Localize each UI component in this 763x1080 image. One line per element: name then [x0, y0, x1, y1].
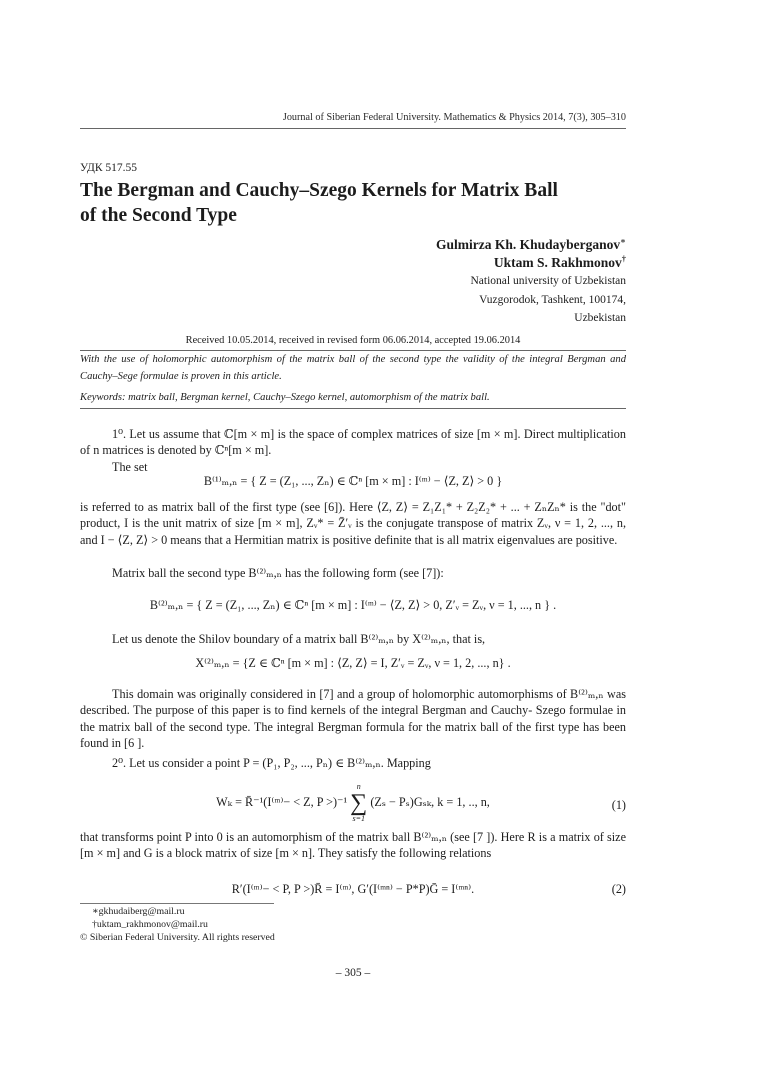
title-line-2: of the Second Type: [80, 205, 237, 226]
footnote-rule: [80, 903, 274, 904]
author-2: Uktam S. Rakhmonov†: [493, 253, 626, 270]
affiliation: National university of Uzbekistan Vuzgorodok, Tashkent, 100174, Uzbekistan: [470, 275, 626, 324]
equation-1-rhs: (Zₛ − Pₛ)Gₛₖ, k = 1, .., n,: [370, 794, 490, 809]
abstract-rule-bottom: [80, 408, 626, 409]
paragraph-2: is referred to as matrix ball of the first type (see [6]). Here ⟨Z, Z⟩ = Z₁Z₁* + Z₂Z₂* + ... + ZₙZₙ* is the "dot" product, I is the unit matrix of size [m × m], Zᵥ* = Z̄′ᵥ is the conjugate transpose of matrix Zᵥ, ν = 1, 2, ..., n, and I − ⟨Z, Z⟩ > 0 means that a Hermitian matrix is positive definite that is all matrix eigenvalues are positive.: [80, 500, 626, 547]
equation-2: R′(I⁽ᵐ⁾− < P, P >)R̄ = I⁽ᵐ⁾, G′(I⁽ᵐⁿ⁾ − P*P)Ḡ = I⁽ᵐⁿ⁾.: [231, 882, 475, 896]
equation-shilov-boundary: X⁽²⁾ₘ,ₙ = {Z ∈ ℂⁿ [m × m] : ⟨Z, Z⟩ = I, Z′ᵥ = Zᵥ, ν = 1, 2, ..., n} .: [195, 656, 511, 670]
paragraph-4: Let us denote the Shilov boundary of a matrix ball B⁽²⁾ₘ,ₙ by X⁽²⁾ₘ,ₙ, that is,: [112, 632, 486, 646]
equation-ball-second-type: B⁽²⁾ₘ,ₙ = { Z = (Z₁, ..., Zₙ) ∈ ℂⁿ [m × m] : I⁽ᵐ⁾ − ⟨Z, Z⟩ > 0, Z′ᵥ = Zᵥ, ν = 1, ..., n } .: [149, 598, 557, 612]
equation-1-lhs: Wₖ = R̄⁻¹(I⁽ᵐ⁾− < Z, P >)⁻¹: [216, 794, 348, 809]
equation-ball-first-type: B⁽¹⁾ₘ,ₙ = { Z = (Z₁, ..., Zₙ) ∈ ℂⁿ [m × m] : I⁽ᵐ⁾ − ⟨Z, Z⟩ > 0 }: [203, 474, 503, 488]
authors: [436, 236, 626, 272]
paragraph-3: Matrix ball the second type B⁽²⁾ₘ,ₙ has the following form (see [7]):: [112, 566, 444, 580]
udc-code: УДК 517.55: [80, 162, 137, 174]
equation-1: [80, 782, 626, 824]
abstract-rule-top: [80, 350, 626, 351]
equation-2-number: (2): [611, 882, 626, 896]
article-title: [80, 178, 640, 228]
paragraph-5: This domain was originally considered in [7] and a group of holomorphic automorphisms of B⁽²⁾ₘ,ₙ was described. The purpose of this paper is to find kernels of the integral Bergman and Cauchy- Szego formulae in the matrix ball of the second type. The integral Bergman formula for the matrix ball of the first type has been found in [6 ].: [80, 687, 626, 751]
received-dates: Received 10.05.2014, received in revised form 06.06.2014, accepted 19.06.2014: [185, 335, 521, 346]
copyright-notice: © Siberian Federal University. All rights reserved: [80, 932, 275, 943]
equation-1-number: (1): [611, 798, 626, 812]
running-head: Journal of Siberian Federal University. Mathematics & Physics 2014, 7(3), 305–310: [282, 112, 626, 123]
abstract: With the use of holomorphic automorphism of the matrix ball of the second type the validity of the integral Bergman and Cauchy–Sege formulae is proven in this article.: [80, 354, 626, 382]
footnote-email-1: ∗gkhudaiberg@mail.ru: [92, 906, 185, 917]
page-number: – 305 –: [335, 967, 371, 979]
header-rule: [80, 128, 626, 129]
paragraph-1: 1⁰. Let us assume that ℂ[m × m] is the space of complex matrices of size [m × m]. Direct multiplication of n matrices is denoted by ℂⁿ[m × m].: [80, 427, 626, 458]
paragraph-1b: The set: [112, 460, 148, 474]
title-line-1: The Bergman and Cauchy–Szego Kernels for Matrix Ball: [80, 180, 558, 201]
paragraph-6: 2⁰. Let us consider a point P = (P₁, P₂, ..., Pₙ) ∈ B⁽²⁾ₘ,ₙ. Mapping: [112, 756, 431, 770]
keywords: Keywords: matrix ball, Bergman kernel, Cauchy–Szego kernel, automorphism of the matrix ball.: [80, 392, 490, 403]
author-1: Gulmirza Kh. Khudayberganov∗: [435, 235, 626, 252]
paragraph-7: that transforms point P into 0 is an automorphism of the matrix ball B⁽²⁾ₘ,ₙ (see [7 ]). Here R is a matrix of size [m × m] and G is a block matrix of size [m × n]. They satisfy the following relations: [80, 830, 626, 861]
summation-symbol: n ∑ s=1: [350, 782, 368, 823]
footnote-email-2: †uktam_rakhmonov@mail.ru: [92, 919, 208, 930]
